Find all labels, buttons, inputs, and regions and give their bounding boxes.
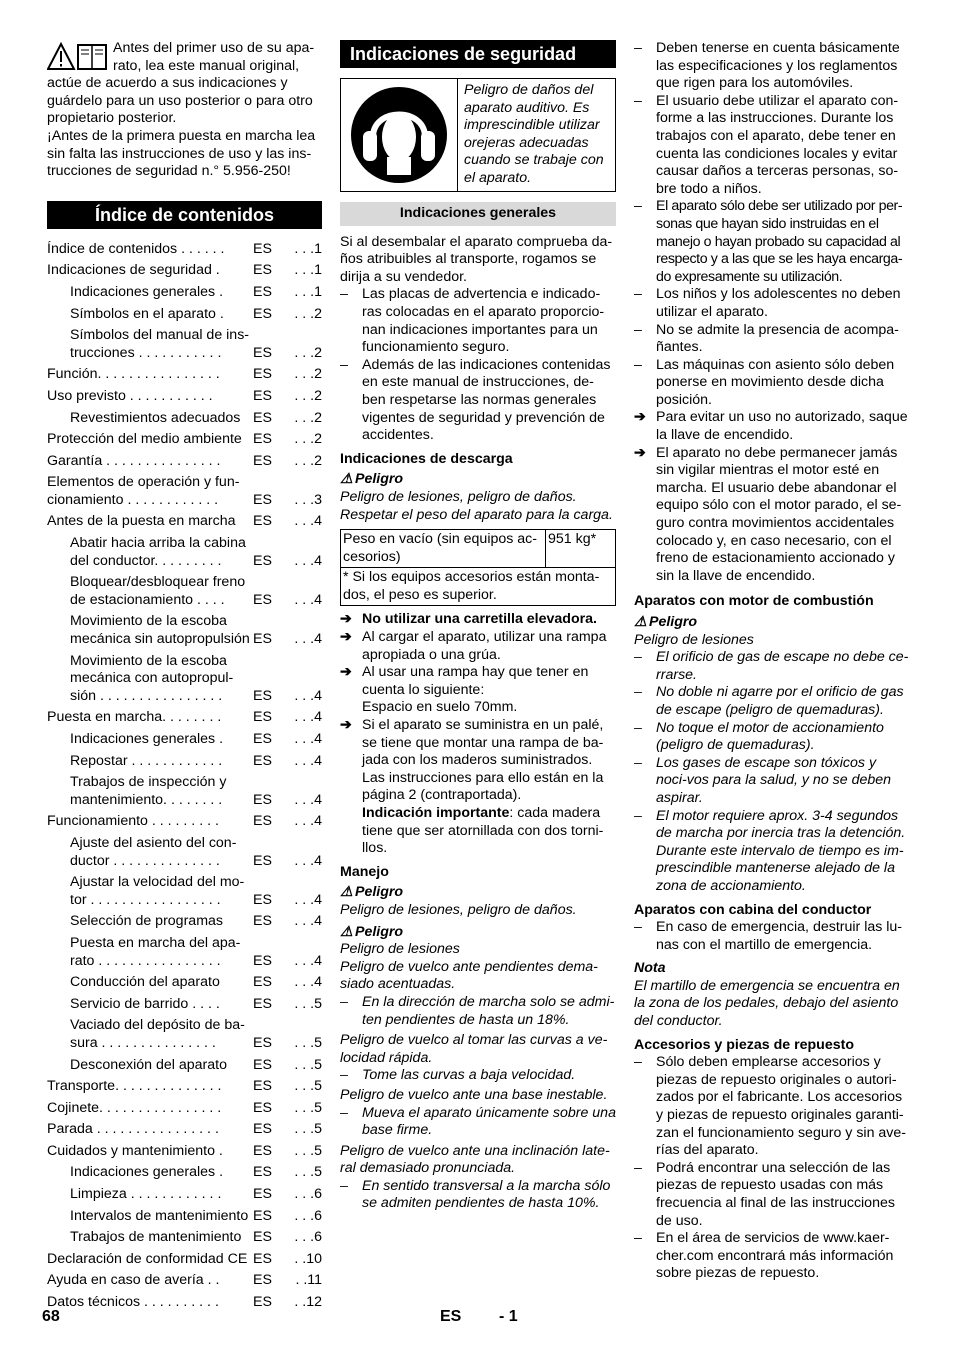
toc-entry-title: Conducción del aparato <box>70 974 220 991</box>
manejo-danger-head: Peligro de lesiones <box>340 941 460 958</box>
toc-entry-lang: ES <box>253 752 272 769</box>
intro-text-2: ¡Antes de la primera puesta en marcha lea sin falta las instrucciones de uso y las ins-trucciones de seguridad n.° 5.956-250! <box>47 127 316 180</box>
toc-entry-page: . . .2 <box>294 452 322 469</box>
toc-entry-title: Intervalos de mantenimiento <box>70 1207 249 1224</box>
toc-row <box>47 872 322 911</box>
list-item: – El aparato sólo debe ser utilizado por per-sonas que hayan sido instruidas en el manejo o hayan probado su capacidad al respecto y a las que se les haya encarga-do expresamente su utilización. <box>634 198 909 286</box>
manejo-sub: Peligro de vuelco ante pendientes dema-siado acentuadas. <box>340 958 598 993</box>
toc-entry-page: . . .1 <box>294 240 322 257</box>
toc-row <box>47 972 322 994</box>
step-text: Al cargar el aparato, utilizar una rampa apropiada o una grúa. <box>362 629 607 663</box>
list-item: – Mueva el aparato únicamente sobre una base firme. <box>340 1105 616 1140</box>
toc-entry-page: . . .4 <box>294 731 322 747</box>
toc-entry-page: . . .4 <box>294 852 322 869</box>
toc-entry-title: Trabajos de mantenimiento <box>70 1229 242 1246</box>
toc-entry-title: Movimiento de la escoba mecánica sin autopropulsión <box>70 613 250 648</box>
toc-row <box>47 729 322 751</box>
toc-row <box>47 751 322 773</box>
danger-label <box>340 884 616 902</box>
toc-entry-page: . . .6 <box>294 1229 322 1246</box>
list-item: – Además de las indicaciones contenidas en este manual de instrucciones, de-ben respetarse las normas generales vigentes de seguridad y prevención de accidentes. <box>340 357 616 445</box>
toc-row <box>47 572 322 611</box>
toc-entry-title: Cojinete. . . . . . . . . . . . . . . . <box>47 1099 222 1116</box>
arrow-icon: ➔ <box>340 629 352 646</box>
danger-label <box>634 614 909 632</box>
safety-section-title: Indicaciones de seguridad <box>340 40 616 68</box>
toc-entry-lang: ES <box>253 409 272 426</box>
list-item: – En la dirección de marcha solo se admi-ten pendientes de hasta un 18%. <box>340 994 616 1029</box>
list-item: – En sentido transversal a la marcha sólo se admiten pendientes de hasta 10%. <box>340 1178 616 1213</box>
toc-entry-lang: ES <box>253 1229 272 1246</box>
toc-entry-page: . . .4 <box>294 709 322 726</box>
toc-entry-lang: ES <box>253 452 272 469</box>
weight-table <box>340 529 616 606</box>
toc-entry-lang: ES <box>253 1078 272 1095</box>
instruction-text: Para evitar un uso no autorizado, saque la llave de encendido. <box>656 409 908 444</box>
unload-step <box>340 629 616 664</box>
toc-entry-page: . . .5 <box>294 1099 322 1116</box>
manejo-sub: Peligro de vuelco ante una inclinación late-ral demasiado pronunciada. <box>340 1142 610 1177</box>
list-item: – No se admite la presencia de acompa-ñantes. <box>634 322 909 357</box>
toc-row <box>47 1141 322 1163</box>
toc-entry-title: Parada . . . . . . . . . . . . . . . . <box>47 1121 219 1138</box>
warning-triangle-icon: ⚠ <box>340 923 353 940</box>
instruction-item <box>634 409 909 444</box>
toc-entry-title: Ajuste del asiento del con-ductor . . . . . . . . . . . . . . <box>70 834 237 869</box>
toc-entry-title: Uso previsto . . . . . . . . . . . <box>47 387 213 404</box>
toc-row <box>47 1162 322 1184</box>
toc-entry-title: Elementos de operación y fun-cionamiento . . . . . . . . . . . . <box>47 474 240 508</box>
toc-entry-title: Indicaciones generales . <box>70 1164 224 1181</box>
toc-entry-page: . . .1 <box>294 283 322 300</box>
toc-entry-page: . . .5 <box>294 1142 322 1159</box>
step-detail: Espacio en suelo 70mm. <box>362 699 518 716</box>
toc-entry-lang: ES <box>253 1142 272 1159</box>
manejo-danger-text: Peligro de lesiones, peligro de daños. <box>340 901 577 918</box>
cabin-title: Aparatos con cabina del conductor <box>634 901 872 918</box>
toc-entry-lang: ES <box>253 1099 272 1116</box>
toc-entry-page: . . .3 <box>294 491 322 508</box>
toc-entry-title: Trabajos de inspección y mantenimiento. . . . . . . . <box>70 774 227 808</box>
toc-row <box>47 1206 322 1228</box>
manejo-sub: Peligro de vuelco ante una base inestable. <box>340 1086 608 1103</box>
toc-entry-page: . . .5 <box>294 1056 322 1073</box>
toc-row <box>47 472 322 511</box>
column-left <box>47 40 322 1314</box>
step-text: Si el aparato se suministra en un palé, se tiene que montar una rampa de ba-jada con los maderos suministrados. Las instrucciones para ello están en la página 2 (contraportada). <box>362 717 604 804</box>
toc-entry-page: . . .2 <box>294 344 322 361</box>
toc-row <box>47 1076 322 1098</box>
toc-entry-lang: ES <box>253 305 272 322</box>
toc-row <box>47 911 322 933</box>
danger-label-text: Peligro <box>355 923 404 940</box>
toc-row <box>47 1292 322 1314</box>
spec-label: Peso en vacío (sin equipos ac-cesorios) <box>341 530 546 568</box>
nota-text: El martillo de emergencia se encuentra en la zona de los pedales, debajo del asiento del conductor. <box>634 977 900 1030</box>
toc-entry-page: . . .4 <box>294 791 322 808</box>
intro-text: Antes del primer uso de su apa-rato, lea este manual original, actúe de acuerdo a sus indicaciones y guárdelo para un uso posterior o para otro propietario posterior. <box>47 40 315 127</box>
toc-row <box>47 1184 322 1206</box>
hearing-warning-text: Peligro de daños del aparato auditivo. Es imprescindible utilizar orejeras adecuadas cuando se trabaje con el aparato. <box>464 82 604 186</box>
table-of-contents <box>47 239 322 1314</box>
important-text: : cada madera tiene que ser atornillada con dos torni-llos. <box>362 805 604 857</box>
toc-entry-title: Revestimientos adecuados <box>70 409 241 426</box>
arrow-icon: ➔ <box>340 664 352 681</box>
footer-section-page <box>499 1308 518 1326</box>
toc-entry-lang: ES <box>253 262 272 279</box>
toc-row <box>47 282 322 304</box>
toc-row <box>47 1227 322 1249</box>
arrow-icon: ➔ <box>634 409 646 426</box>
toc-entry-title: Ayuda en caso de avería . . <box>47 1272 220 1289</box>
toc-entry-page: . .11 <box>295 1272 322 1289</box>
list-item: – Las placas de advertencia e indicado-ras colocadas en el aparato proporcio-nan indicaciones importantes para un funcionamiento seguro. <box>340 286 616 356</box>
toc-entry-page: . . .5 <box>294 995 322 1012</box>
toc-entry-title: Ajustar la velocidad del mo-tor . . . . . . . . . . . . . . . . . <box>70 874 245 908</box>
step-text: Al usar una rampa hay que tener en cuenta lo siguiente: <box>362 664 589 698</box>
step-detail <box>340 805 616 858</box>
toc-entry-title: Vaciado del depósito de ba-sura . . . . . . . . . . . . . . . <box>70 1017 245 1051</box>
toc-entry-lang: ES <box>253 283 272 300</box>
toc-row <box>47 304 322 326</box>
toc-entry-lang: ES <box>253 552 272 569</box>
toc-entry-page: . . .4 <box>294 913 322 930</box>
arrow-icon: ➔ <box>634 444 646 461</box>
toc-entry-lang: ES <box>253 1250 272 1267</box>
list-item: – El orificio de gas de escape no debe ce-rrarse. <box>634 649 909 684</box>
danger-label-text: Peligro <box>355 471 404 488</box>
unload-step <box>340 611 616 629</box>
warning-triangle-icon: ⚠ <box>634 614 647 630</box>
arrow-icon: ➔ <box>340 717 352 734</box>
section-page-text: - 1 <box>499 1308 518 1325</box>
list-item: – Tome las curvas a baja velocidad. <box>340 1067 616 1085</box>
toc-row <box>47 429 322 451</box>
toc-row <box>47 1249 322 1271</box>
toc-row <box>47 611 322 650</box>
general-notes-title: Indicaciones generales <box>340 202 616 226</box>
toc-entry-page: . . .4 <box>294 552 322 569</box>
toc-row <box>47 386 322 408</box>
intro-block <box>47 40 322 181</box>
arrow-icon: ➔ <box>340 611 352 628</box>
toc-row <box>47 772 322 811</box>
toc-entry-title: Función. . . . . . . . . . . . . . . . <box>47 366 220 383</box>
toc-entry-title: Garantía . . . . . . . . . . . . . . . <box>47 452 221 469</box>
list-item: – Las máquinas con asiento sólo deben ponerse en movimiento desde dicha posición. <box>634 357 909 410</box>
unload-danger-text: Peligro de lesiones, peligro de daños. Respetar el peso del aparato para la carga. <box>340 488 613 523</box>
list-item: – Deben tenerse en cuenta básicamente las especificaciones y los reglamentos que rigen para los automóviles. <box>634 40 909 93</box>
toc-entry-lang: ES <box>253 1056 272 1073</box>
toc-row <box>47 1270 322 1292</box>
toc-entry-page: . . .2 <box>294 366 322 383</box>
toc-entry-lang: ES <box>253 791 272 808</box>
toc-row <box>47 1119 322 1141</box>
toc-entry-lang: ES <box>253 1294 272 1311</box>
list-item: – El motor requiere aprox. 3-4 segundos de marcha por inercia tras la detención. Durante este intervalo de tiempo es im-prescindible mantenerse alejado de la zona de accionamiento. <box>634 808 909 896</box>
toc-entry-page: . .10 <box>294 1250 322 1267</box>
danger-label-text: Peligro <box>355 884 404 901</box>
toc-entry-lang: ES <box>253 591 272 608</box>
accessories-title: Accesorios y piezas de repuesto <box>634 1036 854 1053</box>
toc-entry-lang: ES <box>253 1272 272 1289</box>
toc-entry-title: Limpieza . . . . . . . . . . . . <box>70 1186 222 1203</box>
spec-note: * Si los equipos accesorios están monta-dos, el peso es superior. <box>341 568 616 606</box>
list-item: – Sólo deben emplearse accesorios y piezas de repuesto originales o autori-zados por el fabricante. Los accesorios y piezas de repuesto originales garanti-zan el funcionamiento seguro y sin ave-rías del aparato. <box>634 1054 909 1160</box>
toc-entry-title: Puesta en marcha. . . . . . . . <box>47 709 222 726</box>
toc-row <box>47 707 322 729</box>
toc-row <box>47 651 322 708</box>
unload-step <box>340 717 616 805</box>
toc-row <box>47 1015 322 1054</box>
toc-entry-page: . . .4 <box>294 891 322 908</box>
toc-entry-title: Repostar . . . . . . . . . . . . <box>70 752 223 769</box>
toc-entry-page: . .12 <box>294 1294 322 1311</box>
toc-row <box>47 533 322 572</box>
hearing-warning-box <box>340 78 616 192</box>
column-right <box>634 40 909 1283</box>
toc-entry-page: . . .4 <box>294 752 322 769</box>
list-item: – Los gases de escape son tóxicos y noci-vos para la salud, y no se deben aspirar. <box>634 755 909 808</box>
toc-entry-lang: ES <box>253 1034 272 1051</box>
manejo-sub: Peligro de vuelco al tomar las curvas a ve-locidad rápida. <box>340 1032 608 1066</box>
toc-entry-lang: ES <box>253 366 272 383</box>
important-label: Indicación importante <box>362 805 510 821</box>
toc-row <box>47 364 322 386</box>
toc-entry-page: . . .4 <box>294 974 322 991</box>
toc-entry-title: Símbolos en el aparato . <box>70 305 224 322</box>
toc-entry-page: . . .2 <box>294 409 322 426</box>
toc-entry-lang: ES <box>253 913 272 930</box>
toc-entry-lang: ES <box>253 513 272 530</box>
toc-entry-title: Datos técnicos . . . . . . . . . . <box>47 1294 219 1311</box>
toc-entry-lang: ES <box>253 952 272 969</box>
toc-entry-page: . . .5 <box>294 1078 322 1095</box>
ear-protection-pictogram <box>341 79 458 191</box>
toc-entry-lang: ES <box>253 687 272 704</box>
toc-row <box>47 994 322 1016</box>
toc-entry-lang: ES <box>253 631 272 648</box>
warning-triangle-icon: ⚠ <box>340 471 353 488</box>
toc-row <box>47 511 322 533</box>
toc-entry-page: . . .4 <box>294 952 322 969</box>
toc-title: Índice de contenidos <box>47 201 322 229</box>
toc-entry-lang: ES <box>253 344 272 361</box>
toc-entry-title: Puesta en marcha del apa-rato . . . . . . . . . . . . . . . . <box>70 934 241 969</box>
general-intro: Si al desembalar el aparato comprueba da-ños atribuibles al transporte, rogamos se dirija a su vendedor. <box>340 233 613 285</box>
toc-row <box>47 260 322 282</box>
toc-entry-lang: ES <box>253 852 272 869</box>
toc-entry-title: Selección de programas <box>70 913 223 930</box>
toc-entry-title: Abatir hacia arriba la cabina del conductor. . . . . . . . . <box>70 535 246 569</box>
toc-entry-title: Funcionamiento . . . . . . . . . <box>47 813 219 830</box>
toc-entry-lang: ES <box>253 240 272 257</box>
toc-row <box>47 451 322 473</box>
toc-entry-page: . . .4 <box>294 631 322 648</box>
toc-entry-title: Índice de contenidos . . . . . . <box>47 240 225 257</box>
toc-row <box>47 408 322 430</box>
toc-entry-page: . . .4 <box>294 513 322 530</box>
toc-entry-lang: ES <box>253 731 272 747</box>
warning-triangle-icon: ⚠ <box>340 884 353 901</box>
toc-entry-lang: ES <box>253 431 272 448</box>
toc-entry-title: Protección del medio ambiente <box>47 431 242 448</box>
toc-entry-lang: ES <box>253 1207 272 1224</box>
warning-manual-icon <box>47 42 109 72</box>
toc-entry-lang: ES <box>253 491 272 508</box>
combustion-sub: Peligro de lesiones <box>634 631 754 648</box>
toc-entry-title: Transporte. . . . . . . . . . . . . . <box>47 1078 222 1095</box>
toc-entry-title: Símbolos del manual de ins-trucciones . . . . . . . . . . . <box>70 327 250 361</box>
danger-label <box>340 924 616 942</box>
manejo-title: Manejo <box>340 863 389 880</box>
toc-entry-title: Servicio de barrido . . . . <box>70 995 220 1012</box>
toc-entry-lang: ES <box>253 1186 272 1203</box>
toc-row <box>47 811 322 833</box>
toc-entry-lang: ES <box>253 1121 272 1138</box>
list-item: – En el área de servicios de www.kaer-cher.com encontrará más información sobre piezas de repuesto. <box>634 1230 909 1283</box>
toc-entry-page: . . .2 <box>294 387 322 404</box>
toc-entry-title: Movimiento de la escoba mecánica con autopropul-sión . . . . . . . . . . . . . . . . <box>70 652 234 704</box>
toc-row <box>47 325 322 364</box>
list-item: – El usuario debe utilizar el aparato con-forme a las instrucciones. Durante los trabajos con el aparato, debe tener en cuenta las condiciones locales y evitar causar daños a terceras personas, so-bre todo a niños. <box>634 93 909 199</box>
toc-entry-title: Indicaciones generales . <box>70 731 224 747</box>
toc-row <box>47 1098 322 1120</box>
toc-entry-lang: ES <box>253 813 272 830</box>
toc-entry-lang: ES <box>253 974 272 991</box>
toc-entry-title: Declaración de conformidad CE <box>47 1250 248 1267</box>
toc-entry-page: . . .6 <box>294 1186 322 1203</box>
toc-entry-page: . . .1 <box>294 262 322 279</box>
column-middle <box>340 40 616 1213</box>
toc-row <box>47 833 322 872</box>
toc-entry-lang: ES <box>253 709 272 726</box>
unload-title: Indicaciones de descarga <box>340 450 513 467</box>
spec-value: 951 kg* <box>546 530 616 568</box>
toc-entry-title: Indicaciones de seguridad . <box>47 262 220 279</box>
list-item: – Podrá encontrar una selección de las piezas de repuesto usadas con más frecuencia al final de las instrucciones de uso. <box>634 1160 909 1230</box>
danger-label-text: Peligro <box>649 614 698 630</box>
toc-entry-page: . . .2 <box>294 431 322 448</box>
toc-entry-lang: ES <box>253 995 272 1012</box>
nota-title: Nota <box>634 960 666 977</box>
toc-row <box>47 239 322 261</box>
toc-entry-lang: ES <box>253 1164 272 1181</box>
page-number: 68 <box>42 1308 60 1325</box>
toc-entry-page: . . .4 <box>294 813 322 830</box>
toc-entry-title: Indicaciones generales . <box>70 283 224 300</box>
toc-entry-page: . . .4 <box>294 687 322 704</box>
list-item: – Los niños y los adolescentes no deben utilizar el aparato. <box>634 286 909 321</box>
toc-row <box>47 933 322 972</box>
unload-step <box>340 664 616 699</box>
toc-entry-page: . . .6 <box>294 1207 322 1224</box>
toc-entry-lang: ES <box>253 891 272 908</box>
toc-entry-page: . . .5 <box>294 1034 322 1051</box>
step-text: No utilizar una carretilla elevadora. <box>362 611 597 628</box>
danger-label <box>340 471 616 489</box>
toc-entry-page: . . .2 <box>294 305 322 322</box>
instruction-item <box>634 445 909 586</box>
list-item: – No doble ni agarre por el orificio de gas de escape (peligro de quemaduras). <box>634 684 909 719</box>
toc-entry-title: Antes de la puesta en marcha <box>47 513 236 530</box>
toc-entry-title: Bloquear/desbloquear freno de estacionamiento . . . . <box>70 574 246 608</box>
footer-lang: ES <box>440 1308 462 1325</box>
combustion-title: Aparatos con motor de combustión <box>634 593 874 610</box>
toc-row <box>47 1055 322 1077</box>
toc-entry-page: . . .4 <box>294 591 322 608</box>
list-item: – No toque el motor de accionamiento (peligro de quemaduras). <box>634 720 909 755</box>
list-item: – En caso de emergencia, destruir las lu-nas con el martillo de emergencia. <box>634 919 909 954</box>
toc-entry-title: Desconexión del aparato <box>70 1056 227 1073</box>
instruction-text: El aparato no debe permanecer jamás sin vigilar mientras el motor esté en marcha. El usuario debe abandonar el equipo sólo con el motor parado, el se-guro contra movimientos accidentales colocado y, en caso necesario, con el freno de estacionamiento accionado y sin la llave de encendido. <box>656 444 902 584</box>
toc-entry-lang: ES <box>253 387 272 404</box>
ear-protection-icon <box>349 85 449 185</box>
toc-entry-page: . . .5 <box>294 1121 322 1138</box>
toc-entry-page: . . .5 <box>294 1164 322 1181</box>
toc-entry-title: Cuidados y mantenimiento . <box>47 1142 223 1159</box>
